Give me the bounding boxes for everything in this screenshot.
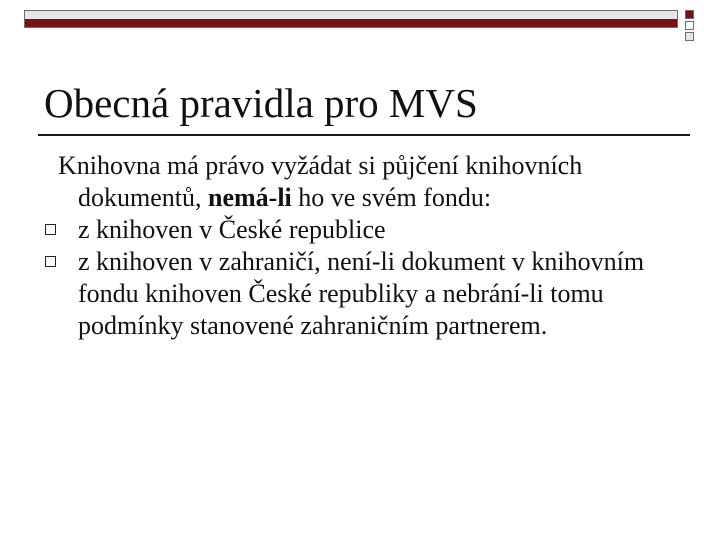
bullet-text: z knihoven v zahraničí, není-li dokument v knihovním fondu knihoven České republiky a nebrání-li tomu podmínky stanovené zahraničním partnerem. <box>78 247 645 340</box>
slide-body <box>40 150 680 342</box>
bullet-text: z knihoven v České republice <box>78 215 386 244</box>
corner-square-white <box>685 21 694 30</box>
intro-text-end: ho ve svém fondu: <box>291 183 492 212</box>
intro-text-bold: nemá-li <box>208 183 292 212</box>
bullet-list <box>40 214 680 342</box>
slide-title: Obecná pravidla pro MVS <box>44 80 478 126</box>
top-bar-accent-stripe <box>25 19 677 27</box>
corner-square-gray <box>685 32 694 41</box>
corner-square-dark <box>685 10 694 19</box>
corner-decoration <box>685 10 707 42</box>
bullet-item <box>40 214 680 246</box>
bullet-item <box>40 246 680 342</box>
hollow-square-icon <box>45 224 56 235</box>
intro-text-start: Knihovna má právo vyžádat si půjčení knihovních dokumentů, <box>58 151 583 212</box>
title-divider <box>38 134 690 136</box>
hollow-square-icon <box>45 256 56 267</box>
top-decorative-bar <box>24 10 678 28</box>
intro-paragraph <box>40 150 680 214</box>
